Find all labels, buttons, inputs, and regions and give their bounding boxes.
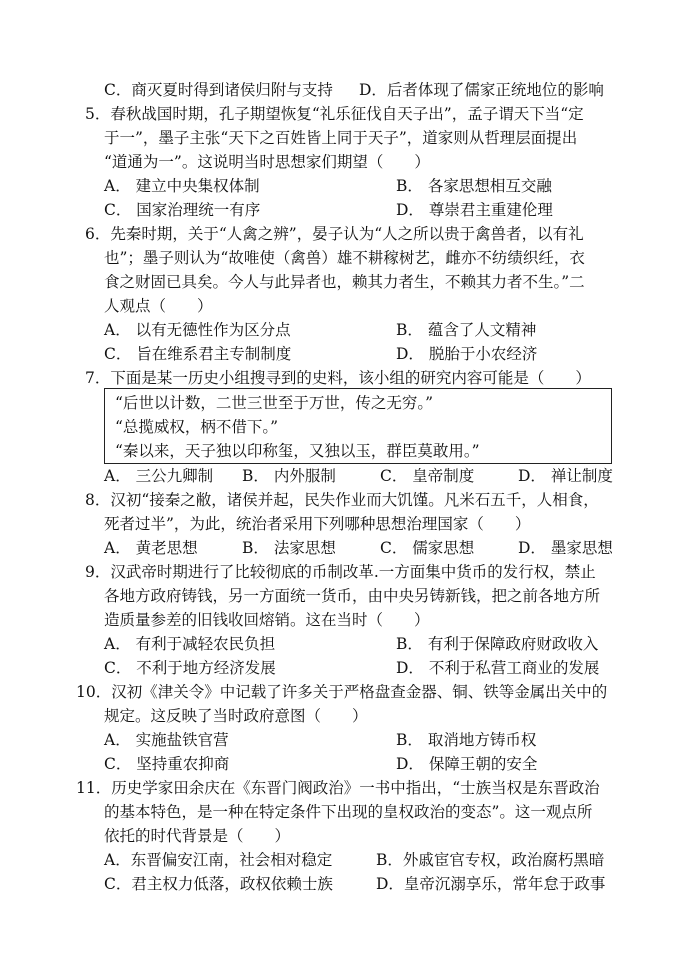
q8-stem-line-1: 8．汉初“接秦之敝，诸侯并起，民失作业而大饥馑。凡米石五千，人相食， — [85, 491, 599, 509]
q9-option-a[interactable]: A． 有利于减轻农民负担 — [104, 635, 276, 653]
q6-option-b[interactable]: B． 蕴含了人文精神 — [396, 321, 537, 339]
q9-option-b[interactable]: B． 有利于保障政府财政收入 — [396, 635, 599, 653]
q11-option-b[interactable]: B．外戚宦官专权，政治腐朽黑暗 — [376, 851, 605, 869]
q11-option-a[interactable]: A．东晋偏安江南，社会相对稳定 — [104, 851, 333, 869]
q8-option-b[interactable]: B． 法家思想 — [242, 539, 336, 557]
q6-stem-line-1: 6．先秦时期，关于“人禽之辨”，晏子认为“人之所以贵于禽兽者，以有礼 — [85, 225, 584, 243]
q7-option-d[interactable]: D． 禅让制度 — [518, 467, 613, 485]
q9-stem-line-1: 9．汉武帝时期进行了比较彻底的币制改革.一方面集中货币的发行权，禁止 — [85, 563, 596, 581]
q10-option-a[interactable]: A． 实施盐铁官营 — [104, 731, 229, 749]
q5-options-row-1 — [104, 174, 664, 198]
q7-stem-line-1: 7．下面是某一历史小组搜寻到的史料，该小组的研究内容可能是（ ） — [85, 369, 591, 387]
q5-option-d[interactable]: D． 尊崇君主重建伦理 — [396, 201, 553, 219]
q10-stem-line-1: 10．汉初《津关令》中记载了许多关于严格盘查金器、铜、铁等金属出关中的 — [76, 683, 608, 701]
q11-options-row-1 — [104, 848, 664, 872]
q4-options-row — [104, 78, 664, 102]
q10-option-b[interactable]: B． 取消地方铸币权 — [396, 731, 537, 749]
q8-option-c[interactable]: C． 儒家思想 — [380, 539, 475, 557]
q10-option-d[interactable]: D． 保障王朝的安全 — [396, 755, 538, 773]
q6-stem-line-2: 也”；墨子则认为“故唯使（禽兽）雄不耕稼树艺，雌亦不纺绩织纴，衣 — [104, 249, 585, 267]
q10-options-row-1 — [104, 728, 664, 752]
q5-options-row-2 — [104, 198, 664, 222]
q10-option-c[interactable]: C． 坚持重农抑商 — [104, 755, 230, 773]
q7-option-c[interactable]: C． 皇帝制度 — [380, 467, 475, 485]
q8-stem-line-2: 死者过半”，为此，统治者采用下列哪种思想治理国家（ ） — [104, 515, 531, 533]
q10-stem-line-2: 规定。这反映了当时政府意图（ ） — [104, 707, 368, 725]
q9-option-c[interactable]: C． 不利于地方经济发展 — [104, 659, 276, 677]
q11-stem-line-2: 的基本特色，是一种在特定条件下出现的皇权政治的变态”。这一观点所 — [104, 803, 593, 821]
q9-stem-line-3: 造质量参差的旧钱收回熔销。这在当时（ ） — [104, 611, 430, 629]
q7-source-1: “后世以计数，二世三世至于万世，传之无穷。” — [115, 394, 434, 412]
q9-options-row-1 — [104, 632, 664, 656]
q11-stem-line-3: 依托的时代背景是（ ） — [104, 827, 291, 845]
q8-option-a[interactable]: A． 黄老思想 — [104, 539, 198, 557]
q4-option-c[interactable]: C．商灭夏时得到诸侯归附与支持 — [104, 81, 333, 99]
q6-stem-line-4: 人观点（ ） — [104, 297, 213, 315]
q7-source-box — [104, 388, 612, 464]
q9-stem-line-2: 各地方政府铸钱，另一方面统一货币，由中央另铸新钱，把之前各地方所 — [104, 587, 601, 605]
q8-options-row — [104, 536, 664, 560]
q11-option-c[interactable]: C．君主权力低落，政权依赖士族 — [104, 875, 333, 893]
q9-option-d[interactable]: D． 不利于私营工商业的发展 — [396, 659, 600, 677]
q7-option-b[interactable]: B． 内外服制 — [242, 467, 336, 485]
q6-options-row-1 — [104, 318, 664, 342]
q5-stem-line-2: 于一”，墨子主张“天下之百姓皆上同于天子”，道家则从哲理层面提出 — [104, 129, 578, 147]
q5-option-c[interactable]: C． 国家治理统一有序 — [104, 201, 261, 219]
q6-option-c[interactable]: C． 旨在维系君主专制制度 — [104, 345, 292, 363]
q11-stem-line-1: 11．历史学家田余庆在《东晋门阀政治》一书中指出，“士族当权是东晋政治 — [76, 779, 600, 797]
q5-option-b[interactable]: B． 各家思想相互交融 — [396, 177, 552, 195]
q4-option-d[interactable]: D．后者体现了儒家正统地位的影响 — [359, 81, 604, 99]
q7-source-2: “总揽威权，柄不借下。” — [115, 418, 279, 436]
q7-option-a[interactable]: A． 三公九卿制 — [104, 467, 214, 485]
q6-option-d[interactable]: D． 脱胎于小农经济 — [396, 345, 538, 363]
q11-options-row-2 — [104, 872, 664, 896]
q9-options-row-2 — [104, 656, 664, 680]
q8-option-d[interactable]: D． 墨家思想 — [518, 539, 613, 557]
q6-stem-line-3: 食之财固已具矣。今人与此异者也，赖其力者生，不赖其力者不生。”二 — [104, 273, 585, 291]
q5-stem-line-1: 5．春秋战国时期，孔子期望恢复“礼乐征伐自天子出”，孟子谓天下当“定 — [85, 105, 584, 123]
q5-option-a[interactable]: A． 建立中央集权体制 — [104, 177, 260, 195]
q11-option-d[interactable]: D．皇帝沉溺享乐，常年怠于政事 — [376, 875, 606, 893]
q6-options-row-2 — [104, 342, 664, 366]
q7-source-3: “秦以来，天子独以印称玺，又独以玉，群臣莫敢用。” — [115, 442, 480, 460]
q6-option-a[interactable]: A． 以有无德性作为区分点 — [104, 321, 291, 339]
q10-options-row-2 — [104, 752, 664, 776]
q7-options-row — [104, 464, 664, 488]
q5-stem-line-3: “道通为一”。这说明当时思想家们期望（ ） — [104, 153, 430, 171]
